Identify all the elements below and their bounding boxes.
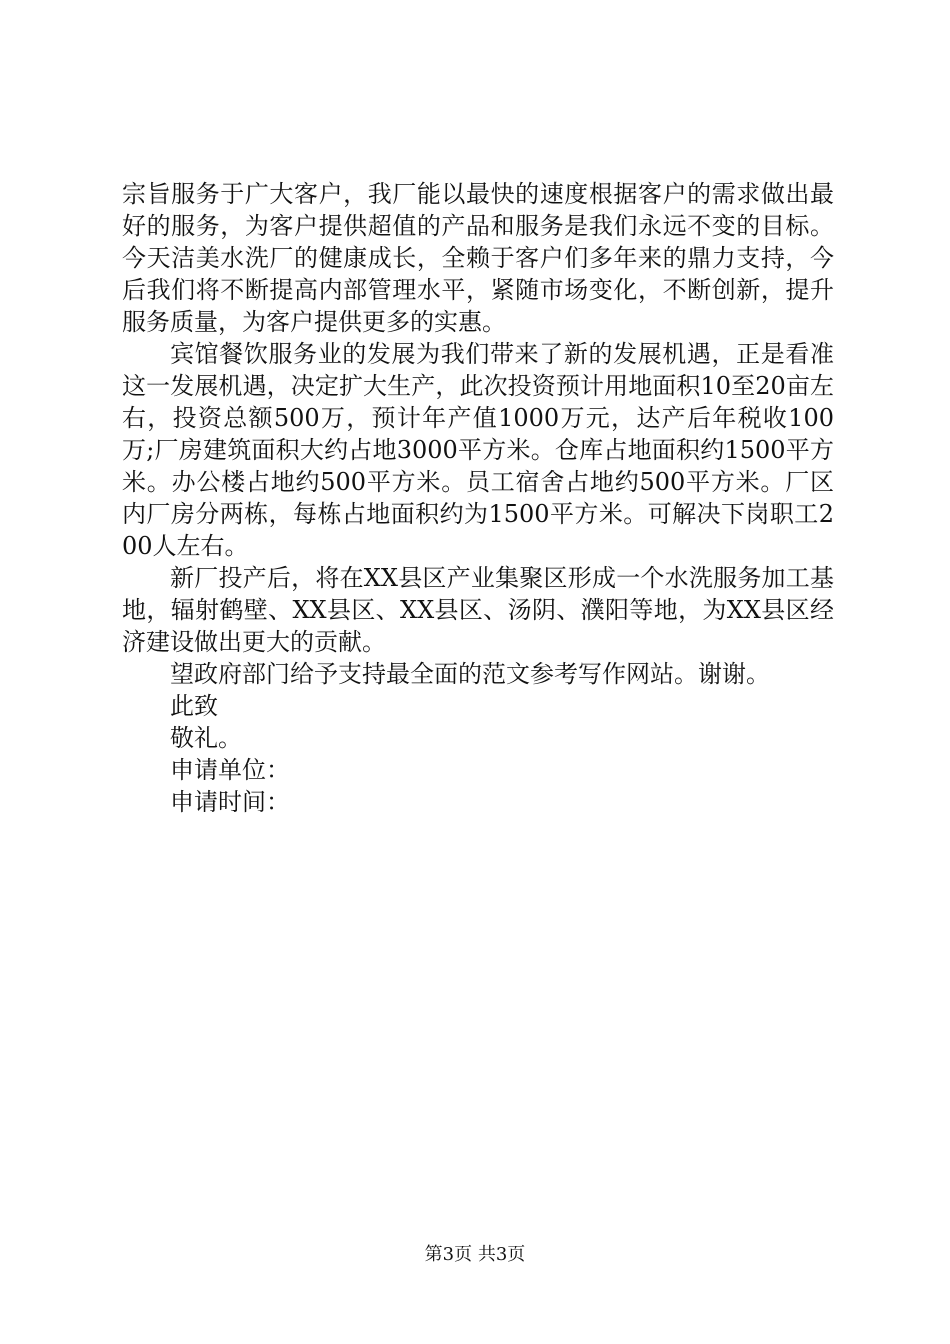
paragraph-investment: 宾馆餐饮服务业的发展为我们带来了新的发展机遇，正是看准这一发展机遇，决定扩大生产，此次投资预计用地面积10至20亩左右，投资总额500万，预计年产值1000万元，达产后年税收100万;厂房建筑面积大约占地3000平方米。仓库占地面积约1500平方米。办公楼占地约500平方米。员工宿舍占地约500平方米。厂区内厂房分两栋，每栋占地面积约为1500平方米。可解决下岗职工200人左右。 — [122, 340, 834, 560]
document-body — [122, 178, 834, 818]
page-number-footer: 第3页 共3页 — [424, 1244, 526, 1265]
paragraph-mission: 宗旨服务于广大客户，我厂能以最快的速度根据客户的需求做出最好的服务，为客户提供超值的产品和服务是我们永远不变的目标。今天洁美水洗厂的健康成长，全赖于客户们多年来的鼎力支持，今后我们将不断提高内部管理水平，紧随市场变化，不断创新，提升服务质量，为客户提供更多的实惠。 — [122, 180, 834, 336]
paragraph-new-factory: 新厂投产后，将在XX县区产业集聚区形成一个水洗服务加工基地，辐射鹤壁、XX县区、XX县区、汤阴、濮阳等地，为XX县区经济建设做出更大的贡献。 — [122, 564, 834, 656]
closing-request: 望政府部门给予支持最全面的范文参考写作网站。谢谢。 — [170, 660, 770, 688]
closing-regards: 敬礼。 — [170, 724, 242, 752]
application-date-label: 申请时间： — [170, 788, 290, 816]
closing-salutation: 此致 — [170, 692, 218, 720]
applicant-unit-label: 申请单位： — [170, 756, 290, 784]
